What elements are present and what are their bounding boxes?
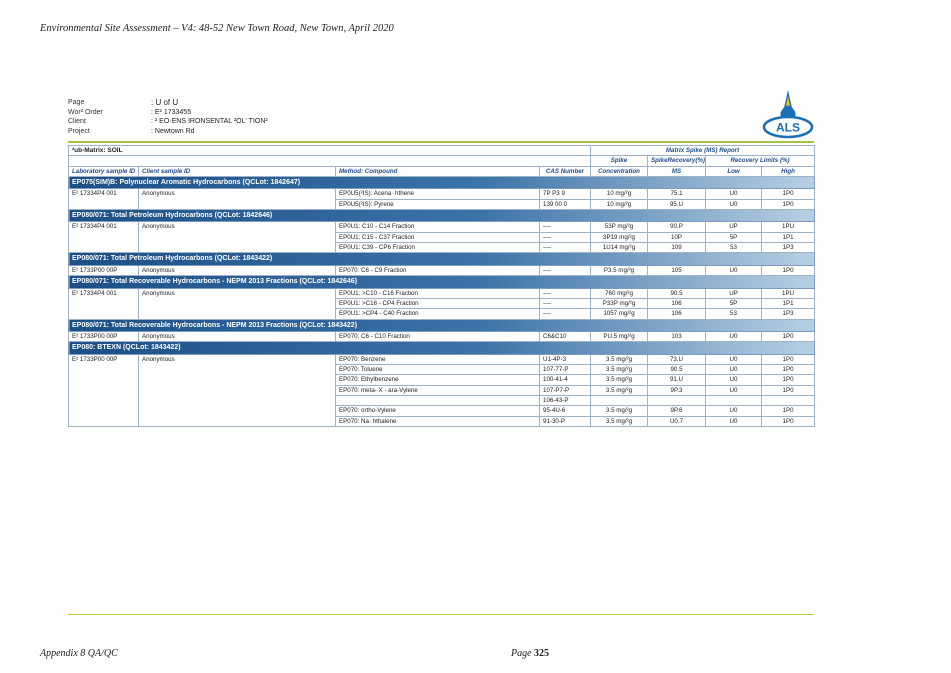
method-cell: EP0U1: C39 - CP6 Fraction — [336, 243, 540, 253]
method-cell: EP070: Benzene — [336, 354, 540, 364]
table-row — [69, 354, 815, 364]
concentration-cell: 3.5 mg/²g — [591, 365, 648, 375]
low-limit-cell: U0 — [706, 332, 762, 342]
page-prefix: Page — [511, 648, 535, 659]
client-value: : ² EO·ENS IRONSENTAL ²OL' TION² — [151, 118, 268, 125]
col-cas: CAS Number — [540, 166, 591, 176]
client-sample-id-cell: Anonymous — [139, 189, 336, 210]
method-cell: EP070: C6 - C10 Fraction — [336, 332, 540, 342]
high-limit-cell: 1P0 — [762, 199, 815, 209]
cas-cell: ---- — [540, 298, 591, 308]
recovery-limits-header: Recovery Limits (%) — [706, 156, 815, 166]
col-method: Method: Compound — [336, 166, 540, 176]
concentration-cell: 3.5 mg/²g — [591, 406, 648, 416]
col-client-id: Client sample ID — [139, 166, 336, 176]
high-limit-cell: 1P0 — [762, 189, 815, 199]
section-header — [69, 342, 815, 355]
cas-cell: ---- — [540, 243, 591, 253]
matrix-spike-table — [68, 145, 815, 427]
method-cell: EP0U5(²IS): Acena· hthene — [336, 189, 540, 199]
low-limit-cell: U0 — [706, 375, 762, 385]
section-title: EP075(SIM)B: Polynuclear Aromatic Hydrocarbons (QCLot: 1842647) — [69, 176, 815, 189]
table-row — [69, 189, 815, 199]
cas-cell: ---- — [540, 222, 591, 232]
ms-cell: 106 — [648, 309, 706, 319]
header-spacer — [69, 156, 591, 166]
client-sample-id-cell: Anonymous — [139, 354, 336, 426]
method-cell: EP070: Ethylbenzene — [336, 375, 540, 385]
ms-cell: U0.7 — [648, 416, 706, 426]
col-low: Low — [706, 166, 762, 176]
ms-cell: 9P.3 — [648, 385, 706, 395]
concentration-cell: PU.5 mg/²g — [591, 332, 648, 342]
section-header — [69, 276, 815, 289]
section-title: EP080/071: Total Petroleum Hydrocarbons (QCLot: 1843422) — [69, 253, 815, 266]
high-limit-cell: 1P0 — [762, 375, 815, 385]
high-limit-cell: 1P3 — [762, 309, 815, 319]
lab-sample-id-cell: E² 17334P4 001 — [69, 222, 139, 253]
high-limit-cell: 1P0 — [762, 332, 815, 342]
project-label: Project — [68, 127, 90, 135]
table-row — [69, 265, 815, 275]
table-row — [69, 332, 815, 342]
low-limit-cell: 5P — [706, 298, 762, 308]
method-cell: EP0U1: >CP4 - C40 Fraction — [336, 309, 540, 319]
project-value: : Newtown Rd — [151, 127, 195, 135]
low-limit-cell: U0 — [706, 365, 762, 375]
ms-cell: 91.U — [648, 375, 706, 385]
col-high: High — [762, 166, 815, 176]
lab-sample-id-cell: E² 1733P00 00P — [69, 332, 139, 342]
low-limit-cell — [706, 396, 762, 406]
document-header: Environmental Site Assessment – V4: 48-52 New Town Road, New Town, April 2020 — [40, 23, 394, 34]
client-sample-id-cell: Anonymous — [139, 222, 336, 253]
cas-cell: ---- — [540, 309, 591, 319]
method-cell: EP070: Na· hthalene — [336, 416, 540, 426]
lab-sample-id-cell: E² 1733P00 00P — [69, 354, 139, 426]
ms-cell: 90.P — [648, 222, 706, 232]
low-limit-cell: U0 — [706, 385, 762, 395]
cas-cell: C6&C10 — [540, 332, 591, 342]
table-row — [69, 222, 815, 232]
high-limit-cell: 1P1 — [762, 298, 815, 308]
spike-header: Spike — [591, 156, 648, 166]
method-cell: EP0U1: C10 - C14 Fraction — [336, 222, 540, 232]
method-cell: EP070: meta- X - ara-Vylene — [336, 385, 540, 395]
low-limit-cell: UP — [706, 222, 762, 232]
section-header — [69, 209, 815, 222]
section-header — [69, 253, 815, 266]
col-ms: MS — [648, 166, 706, 176]
cas-cell: 107-P7-P — [540, 385, 591, 395]
cas-cell: 95-4U-6 — [540, 406, 591, 416]
low-limit-cell: 5P — [706, 232, 762, 242]
high-limit-cell: 1PU — [762, 288, 815, 298]
page-label: Page — [68, 99, 85, 106]
ms-cell: 105 — [648, 265, 706, 275]
cas-cell: 107-77-P — [540, 365, 591, 375]
cas-cell: U1-4P-3 — [540, 354, 591, 364]
method-cell: EP070: C6 - C9 Fraction — [336, 265, 540, 275]
section-title: EP080/071: Total Recoverable Hydrocarbons - NEPM 2013 Fractions (QCLot: 1843422) — [69, 319, 815, 332]
concentration-cell: 10 mg/²g — [591, 199, 648, 209]
logo-text: ALS — [776, 120, 800, 135]
concentration-cell: 53P mg/²g — [591, 222, 648, 232]
method-cell: EP0U1: >C10 - C16 Fraction — [336, 288, 540, 298]
ms-cell: 90.5 — [648, 288, 706, 298]
cas-cell: ---- — [540, 265, 591, 275]
footer-appendix: Appendix 8 QA/QC — [40, 648, 118, 659]
header-divider — [68, 141, 814, 143]
lab-sample-id-cell: E² 1733P00 00P — [69, 265, 139, 275]
high-limit-cell: 1P0 — [762, 416, 815, 426]
footer-page — [511, 648, 549, 659]
als-logo — [762, 88, 814, 140]
cas-cell: ---- — [540, 232, 591, 242]
low-limit-cell: U0 — [706, 416, 762, 426]
high-limit-cell: 1PU — [762, 222, 815, 232]
method-cell: EP0U1: C15 - C37 Fraction — [336, 232, 540, 242]
cas-cell: 91-30-P — [540, 416, 591, 426]
cas-cell: 100-41-4 — [540, 375, 591, 385]
submatrix-label: ²ub-Matrix: SOIL — [69, 146, 591, 156]
client-sample-id-cell: Anonymous — [139, 265, 336, 275]
concentration-cell: 1057 mg/²g — [591, 309, 648, 319]
low-limit-cell: U0 — [706, 199, 762, 209]
ms-report-header: Matrix Spike (MS) Report — [591, 146, 815, 156]
ms-cell: 9P.6 — [648, 406, 706, 416]
concentration-cell — [591, 396, 648, 406]
client-sample-id-cell: Anonymous — [139, 332, 336, 342]
concentration-cell: P3.5 mg/²g — [591, 265, 648, 275]
high-limit-cell: 1P0 — [762, 406, 815, 416]
concentration-cell: 1U14 mg/²g — [591, 243, 648, 253]
section-title: EP080: BTEXN (QCLot: 1843422) — [69, 342, 815, 355]
work-order-label: Wor² Order — [68, 108, 103, 116]
ms-cell: 103 — [648, 332, 706, 342]
ms-cell: 73.U — [648, 354, 706, 364]
concentration-cell: 3P19 mg/²g — [591, 232, 648, 242]
ms-cell: 106 — [648, 298, 706, 308]
high-limit-cell: 1P1 — [762, 232, 815, 242]
page-number: 325 — [534, 648, 550, 659]
ms-cell: 75.1 — [648, 189, 706, 199]
concentration-cell: 3.5 mg/²g — [591, 354, 648, 364]
high-limit-cell: 1P0 — [762, 265, 815, 275]
method-cell: EP070: ortho-Vylene — [336, 406, 540, 416]
method-cell: EP070: Toluene — [336, 365, 540, 375]
low-limit-cell: 53 — [706, 243, 762, 253]
ms-cell: 95.U — [648, 199, 706, 209]
low-limit-cell: 53 — [706, 309, 762, 319]
section-title: EP080/071: Total Recoverable Hydrocarbons - NEPM 2013 Fractions (QCLot: 1842646) — [69, 276, 815, 289]
work-order-value: : E² 1733455 — [151, 108, 192, 116]
table-row — [69, 288, 815, 298]
cas-cell: 7P P3 9 — [540, 189, 591, 199]
ms-cell: 10P — [648, 232, 706, 242]
concentration-cell: 3.5 mg/²g — [591, 375, 648, 385]
high-limit-cell: 1P0 — [762, 385, 815, 395]
ms-cell: 109 — [648, 243, 706, 253]
ms-cell: 90.5 — [648, 365, 706, 375]
high-limit-cell: 1P3 — [762, 243, 815, 253]
report-metadata — [68, 98, 268, 136]
cas-cell: 139 00 0 — [540, 199, 591, 209]
low-limit-cell: U0 — [706, 189, 762, 199]
low-limit-cell: U0 — [706, 354, 762, 364]
method-cell — [336, 396, 540, 406]
high-limit-cell — [762, 396, 815, 406]
client-label: Client — [68, 118, 86, 125]
section-header — [69, 176, 815, 189]
concentration-cell: 3.5 mg/²g — [591, 416, 648, 426]
ms-cell — [648, 396, 706, 406]
low-limit-cell: UP — [706, 288, 762, 298]
lab-sample-id-cell: E² 17334P4 001 — [69, 189, 139, 210]
page-value: : U of U — [151, 98, 179, 107]
lab-sample-id-cell: E² 17334P4 001 — [69, 288, 139, 319]
client-sample-id-cell: Anonymous — [139, 288, 336, 319]
low-limit-cell: U0 — [706, 406, 762, 416]
low-limit-cell: U0 — [706, 265, 762, 275]
col-lab-id: Laboratory sample ID — [69, 166, 139, 176]
high-limit-cell: 1P0 — [762, 354, 815, 364]
concentration-cell: P33P mg/²g — [591, 298, 648, 308]
method-cell: EP0U1: >C16 - CP4 Fraction — [336, 298, 540, 308]
section-header — [69, 319, 815, 332]
col-concentration: Concentration — [591, 166, 648, 176]
spike-recovery-header: SpikeRecovery(%) — [648, 156, 706, 166]
concentration-cell: 760 mg/²g — [591, 288, 648, 298]
high-limit-cell: 1P0 — [762, 365, 815, 375]
footer-divider — [68, 614, 814, 615]
cas-cell: 106-43-P — [540, 396, 591, 406]
concentration-cell: 3.5 mg/²g — [591, 385, 648, 395]
section-title: EP080/071: Total Petroleum Hydrocarbons (QCLot: 1842646) — [69, 209, 815, 222]
cas-cell: ---- — [540, 288, 591, 298]
concentration-cell: 10 mg/²g — [591, 189, 648, 199]
method-cell: EP0U5(²IS): Pyrene — [336, 199, 540, 209]
